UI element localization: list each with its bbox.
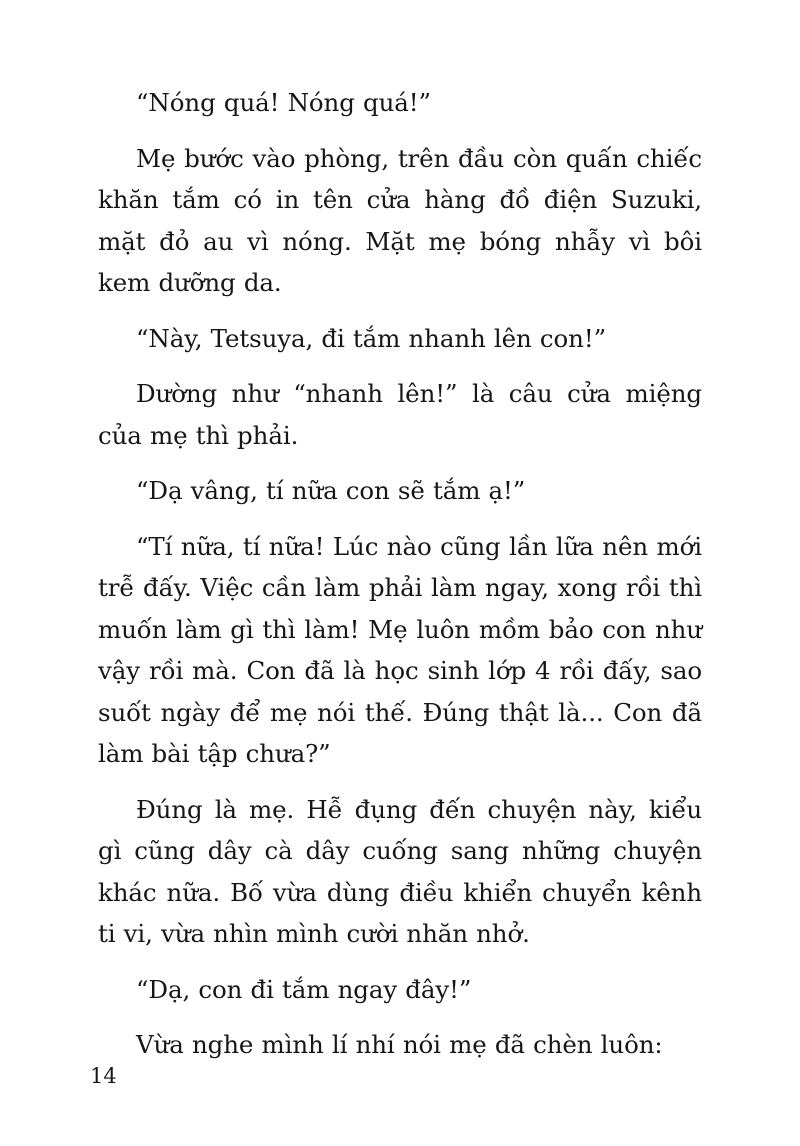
paragraph: “Dạ vâng, tí nữa con sẽ tắm ạ!” — [136, 476, 526, 505]
page-number: 14 — [90, 1064, 117, 1088]
paragraph: “Tí nữa, tí nữa! Lúc nào cũng lần lữa nên mới trễ đấy. Việc cần làm phải làm ngay, xong rồi thì muốn làm gì thì làm! Mẹ luôn mồm bảo con như vậy rồi mà. Con đã là học sinh lớp 4 rồi đấy, sao suốt ngày để mẹ nói thế. Đúng thật là... Con đã làm bài tập chưa?” — [98, 531, 702, 768]
paragraph: Mẹ bước vào phòng, trên đầu còn quấn chiếc khăn tắm có in tên cửa hàng đồ điện Suzuki, mặt đỏ au vì nóng. Mặt mẹ bóng nhẫy vì bôi kem dưỡng da. — [98, 143, 702, 297]
paragraph: “Dạ, con đi tắm ngay đây!” — [136, 974, 472, 1004]
body-text-column — [98, 82, 702, 1080]
paragraph: Vừa nghe mình lí nhí nói mẹ đã chèn luôn: — [136, 1030, 663, 1059]
paragraph: Dường như “nhanh lên!” là câu cửa miệng của mẹ thì phải. — [98, 379, 702, 450]
paragraph: “Này, Tetsuya, đi tắm nhanh lên con!” — [136, 323, 607, 353]
paragraph: Đúng là mẹ. Hễ đụng đến chuyện này, kiểu gì cũng dây cà dây cuống sang những chuyện khác nữa. Bố vừa dùng điều khiển chuyển kênh ti vi, vừa nhìn mình cười nhăn nhở. — [98, 794, 702, 948]
paragraph: “Nóng quá! Nóng quá!” — [136, 88, 431, 117]
